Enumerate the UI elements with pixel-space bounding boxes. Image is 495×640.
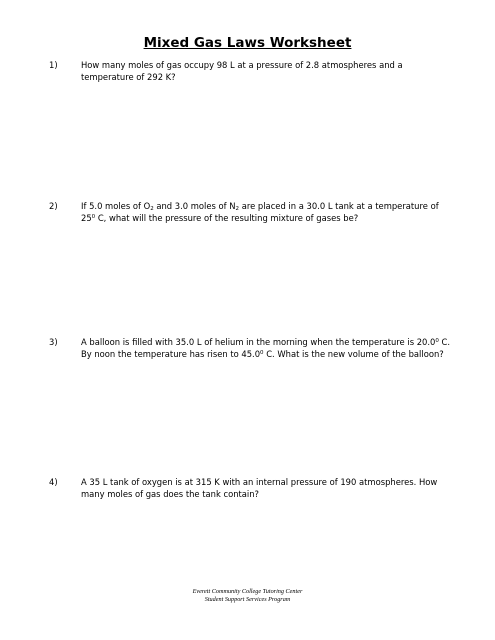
subscript: 2 [235, 206, 240, 212]
question-text: How many moles of gas occupy 98 L at a pressure of 2.8 atmospheres and a temperature of 292 K? [81, 60, 403, 82]
question-number: 2) [49, 201, 58, 211]
footer-line-2: Student Support Services Program [204, 596, 291, 603]
question-text: If 5.0 moles of $O_2$ and 3.0 moles of $N_2$ are placed in a 30.0 L tank at a temperature of $25^0$ C, what will the pressure of the resulting mixture of gases be? [81, 201, 439, 223]
superscript: 0 [260, 349, 264, 356]
page-footer [0, 588, 495, 604]
footer-line-1: Everett Community College Tutoring Center [192, 588, 303, 595]
question-number: 1) [49, 60, 58, 70]
question-number: 3) [49, 337, 58, 347]
question-text: A 35 L tank of oxygen is at 315 K with an internal pressure of 190 atmospheres. How many moles of gas does the tank contain? [81, 477, 438, 499]
page-title: Mixed Gas Laws Worksheet [143, 35, 352, 51]
subscript: 2 [150, 206, 154, 212]
superscript: 0 [91, 213, 96, 220]
question-number: 4) [49, 477, 58, 487]
question-text: A balloon is filled with 35.0 L of helium in the morning when the temperature is 20.0$^0$ C. By noon the temperature has risen to 45.0$^0$ C. What is the new volume of the balloon? [81, 337, 451, 359]
superscript: 0 [435, 338, 439, 344]
